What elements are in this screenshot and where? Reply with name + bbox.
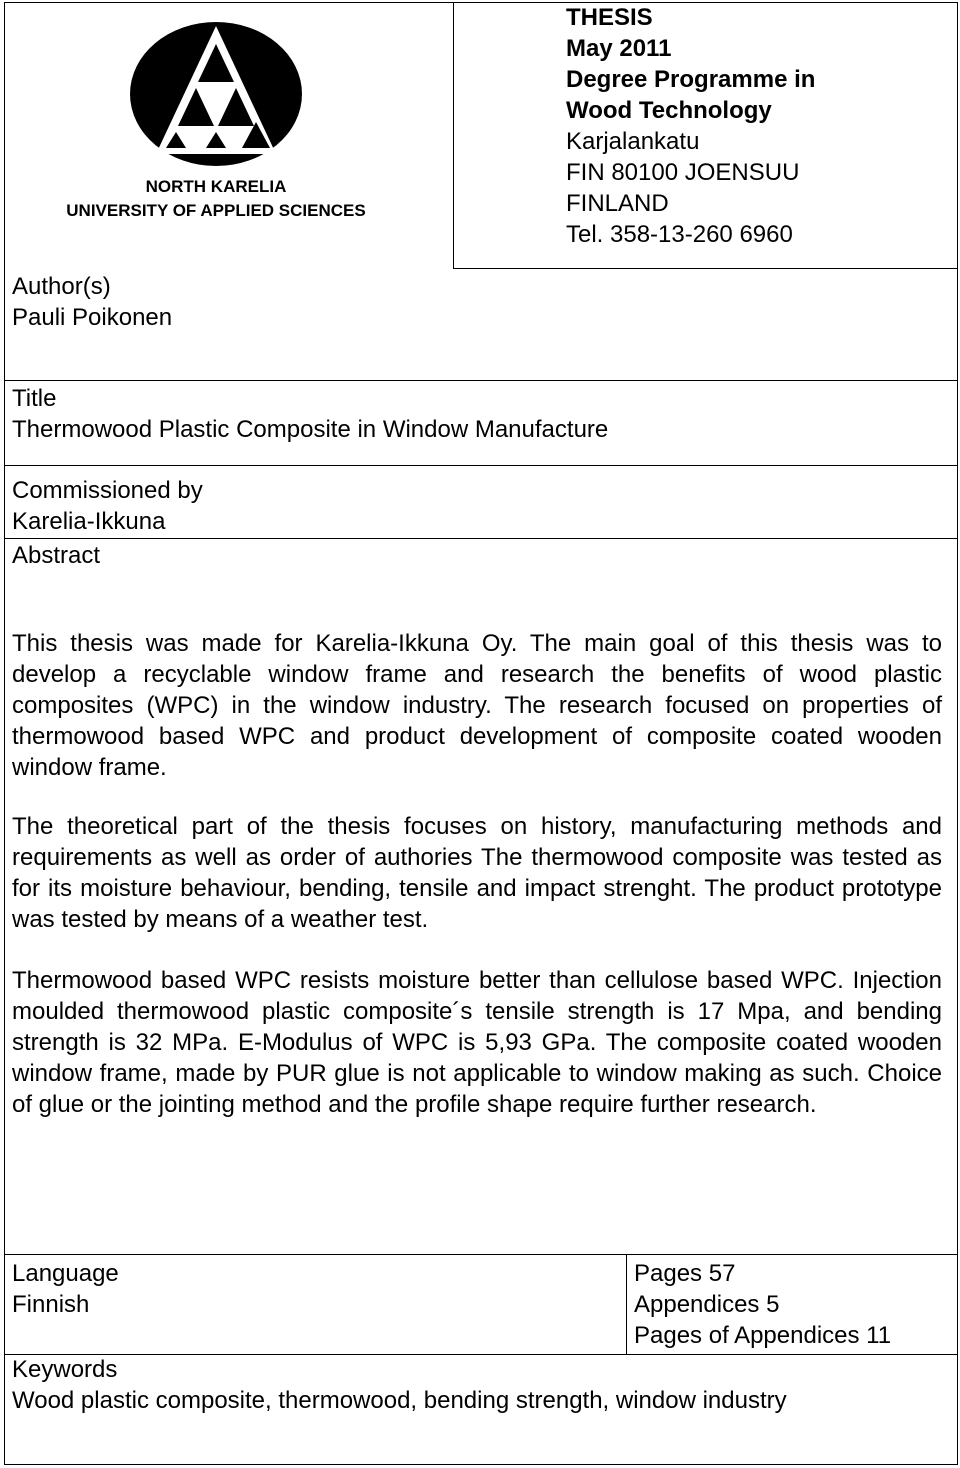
- abstract-label: Abstract: [12, 542, 101, 569]
- language-value: Finnish: [12, 1291, 90, 1318]
- header-bottom-rule: [453, 268, 958, 269]
- programme-line1: Degree Programme in: [566, 66, 816, 93]
- abstract-paragraph-1: This thesis was made for Karelia-Ikkuna Oy. The main goal of this thesis was to develop a recyclable window frame and research the benefits of wood plastic composites (WPC) in the window industry. The research focused on properties of thermowood based WPC and product development of composite coated wooden window frame.: [12, 630, 942, 781]
- logo-name-line2: UNIVERSITY OF APPLIED SCIENCES: [66, 201, 366, 220]
- footer-top-rule: [4, 1254, 958, 1255]
- address-country: FINLAND: [566, 190, 669, 217]
- phone-number: Tel. 358-13-260 6960: [566, 221, 793, 248]
- commissioned-value: Karelia-Ikkuna: [12, 508, 166, 535]
- title-label: Title: [12, 385, 57, 412]
- logo-name-line1: NORTH KARELIA: [145, 177, 287, 196]
- appendix-count: Appendices 5: [634, 1291, 780, 1318]
- author-label: Author(s): [12, 273, 111, 300]
- keywords-label: Keywords: [12, 1356, 118, 1383]
- author-bottom-rule: [4, 380, 958, 381]
- university-logo: [130, 20, 302, 170]
- abstract-paragraph-3: Thermowood based WPC resists moisture better than cellulose based WPC. Injection moulded thermowood plastic composite´s tensile strength is 17 Mpa, and bending strength is 32 MPa. E-Modulus of WPC is 5,93 GPa. The composite coated wooden window frame, made by PUR glue is not applicable to window making as such. Choice of glue or the jointing method and the profile shape require further research.: [12, 967, 942, 1118]
- footer-divider: [626, 1254, 627, 1354]
- address-street: Karjalankatu: [566, 128, 700, 155]
- abstract-paragraph-2: The theoretical part of the thesis focuses on history, manufacturing methods and requirements as well as order of authories The thermowood composite was tested as for its moisture behaviour, bending, tensile and impact strenght. The product prototype was tested by means of a weather test.: [12, 813, 942, 933]
- language-label: Language: [12, 1260, 119, 1287]
- abstract-top-rule: [4, 538, 958, 539]
- page-count: Pages 57: [634, 1260, 736, 1287]
- programme-line2: Wood Technology: [566, 97, 772, 124]
- document-date: May 2011: [566, 35, 672, 62]
- document-type: THESIS: [566, 4, 653, 31]
- address-city: FIN 80100 JOENSUU: [566, 159, 800, 186]
- thesis-title: Thermowood Plastic Composite in Window Manufacture: [12, 416, 609, 443]
- commissioned-label: Commissioned by: [12, 477, 203, 504]
- title-bottom-rule: [4, 465, 958, 466]
- author-name: Pauli Poikonen: [12, 304, 173, 331]
- appendix-page-count: Pages of Appendices 11: [634, 1322, 892, 1349]
- keywords-value: Wood plastic composite, thermowood, bending strength, window industry: [12, 1387, 787, 1414]
- keywords-top-rule: [4, 1354, 958, 1355]
- header-divider: [453, 2, 454, 268]
